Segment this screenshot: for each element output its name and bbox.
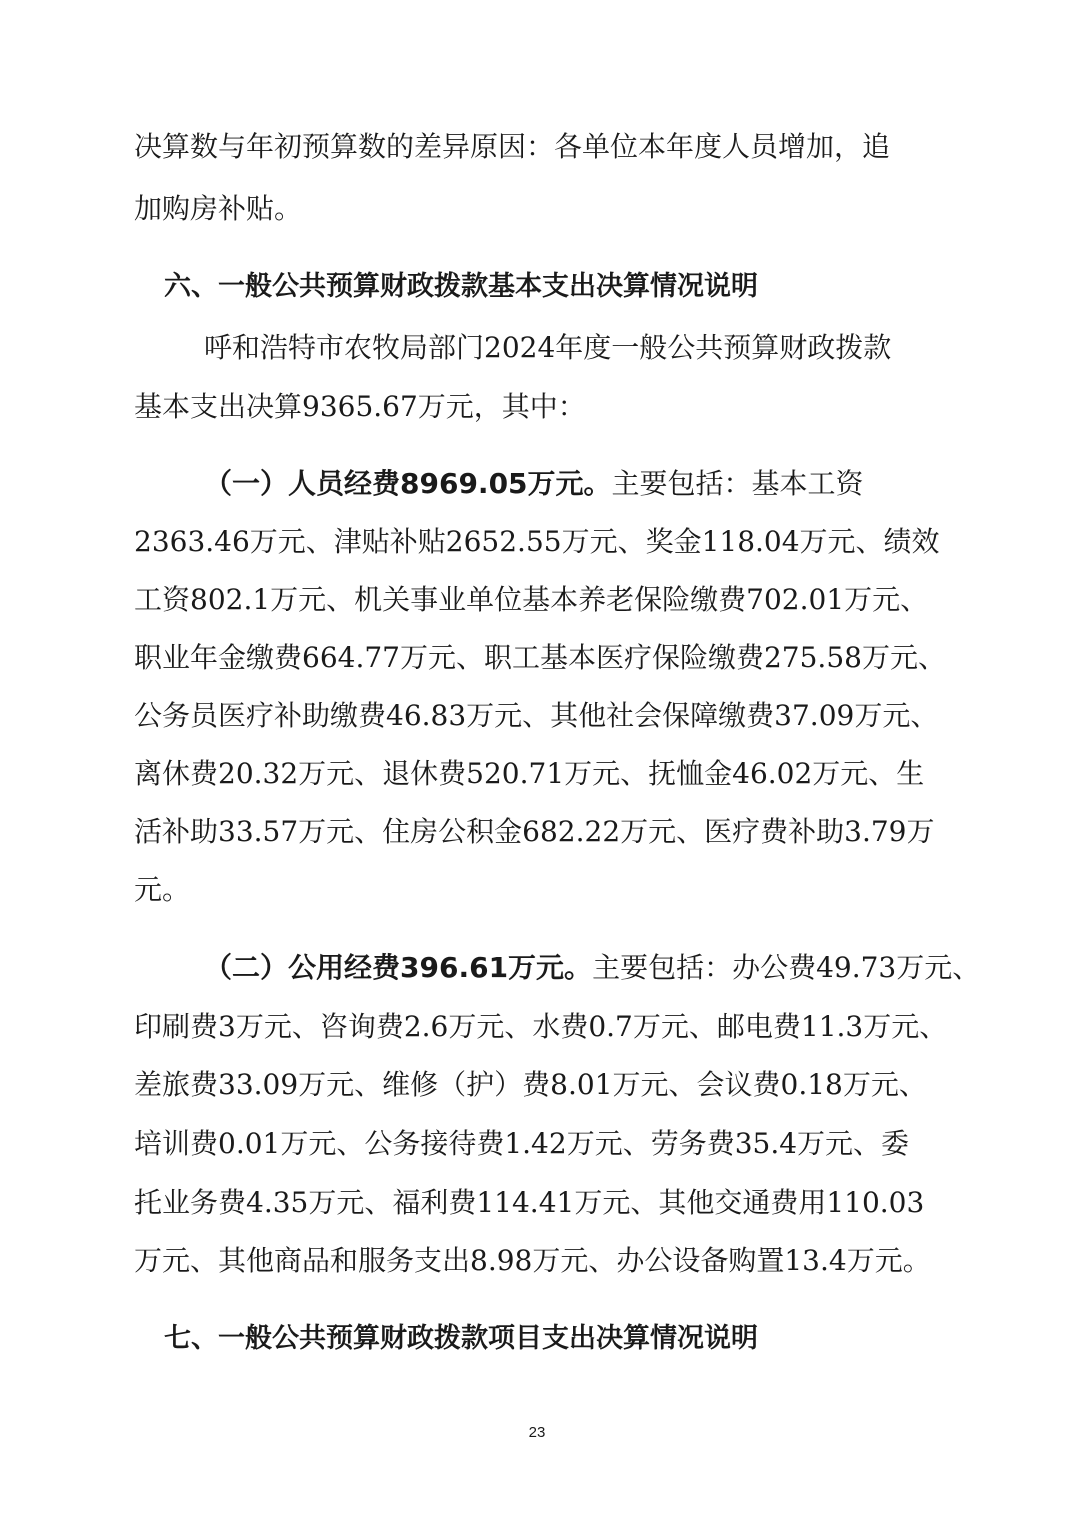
paragraph-text: 主要包括：办公费49.73万元、: [592, 951, 981, 984]
paragraph-line: 基本支出决算9365.67万元，其中：: [134, 390, 586, 423]
section-heading-6: 六、一般公共预算财政拨款基本支出决算情况说明: [164, 271, 758, 302]
paragraph-line: 托业务费4.35万元、福利费114.41万元、其他交通费用110.03: [134, 1186, 925, 1219]
paragraph-line: 工资802.1万元、机关事业单位基本养老保险缴费702.01万元、: [134, 583, 929, 616]
paragraph-text: 主要包括：基本工资: [611, 467, 864, 500]
paragraph-line: [204, 951, 981, 984]
paragraph-line: 公务员医疗补助缴费46.83万元、其他社会保障缴费37.09万元、: [134, 699, 939, 732]
paragraph-line: 决算数与年初预算数的差异原因：各单位本年度人员增加，追: [134, 130, 891, 163]
section-heading-7: 七、一般公共预算财政拨款项目支出决算情况说明: [164, 1323, 758, 1354]
paragraph-line: 活补助33.57万元、住房公积金682.22万元、医疗费补助3.79万: [134, 815, 935, 848]
page-number: 23: [528, 1424, 546, 1441]
paragraph-line: 万元、其他商品和服务支出8.98万元、办公设备购置13.4万元。: [134, 1244, 931, 1277]
subsection-title-personnel: （一）人员经费8969.05万元。: [204, 467, 612, 500]
paragraph-line: 离休费20.32万元、退休费520.71万元、抚恤金46.02万元、生: [134, 757, 925, 790]
paragraph-line: 培训费0.01万元、公务接待费1.42万元、劳务费35.4万元、委: [134, 1127, 910, 1160]
paragraph-line: 差旅费33.09万元、维修（护）费8.01万元、会议费0.18万元、: [134, 1068, 927, 1101]
paragraph-line: 2363.46万元、津贴补贴2652.55万元、奖金118.04万元、绩效: [134, 525, 940, 558]
paragraph-line: 印刷费3万元、咨询费2.6万元、水费0.7万元、邮电费11.3万元、: [134, 1010, 948, 1043]
subsection-title-public: （二）公用经费396.61万元。: [204, 951, 593, 984]
paragraph-line: 呼和浩特市农牧局部门2024年度一般公共预算财政拨款: [204, 331, 892, 364]
paragraph-line: 职业年金缴费664.77万元、职工基本医疗保险缴费275.58万元、: [134, 641, 946, 674]
paragraph-line: 加购房补贴。: [134, 192, 303, 225]
paragraph-line: 元。: [134, 873, 191, 906]
paragraph-line: [204, 467, 864, 500]
